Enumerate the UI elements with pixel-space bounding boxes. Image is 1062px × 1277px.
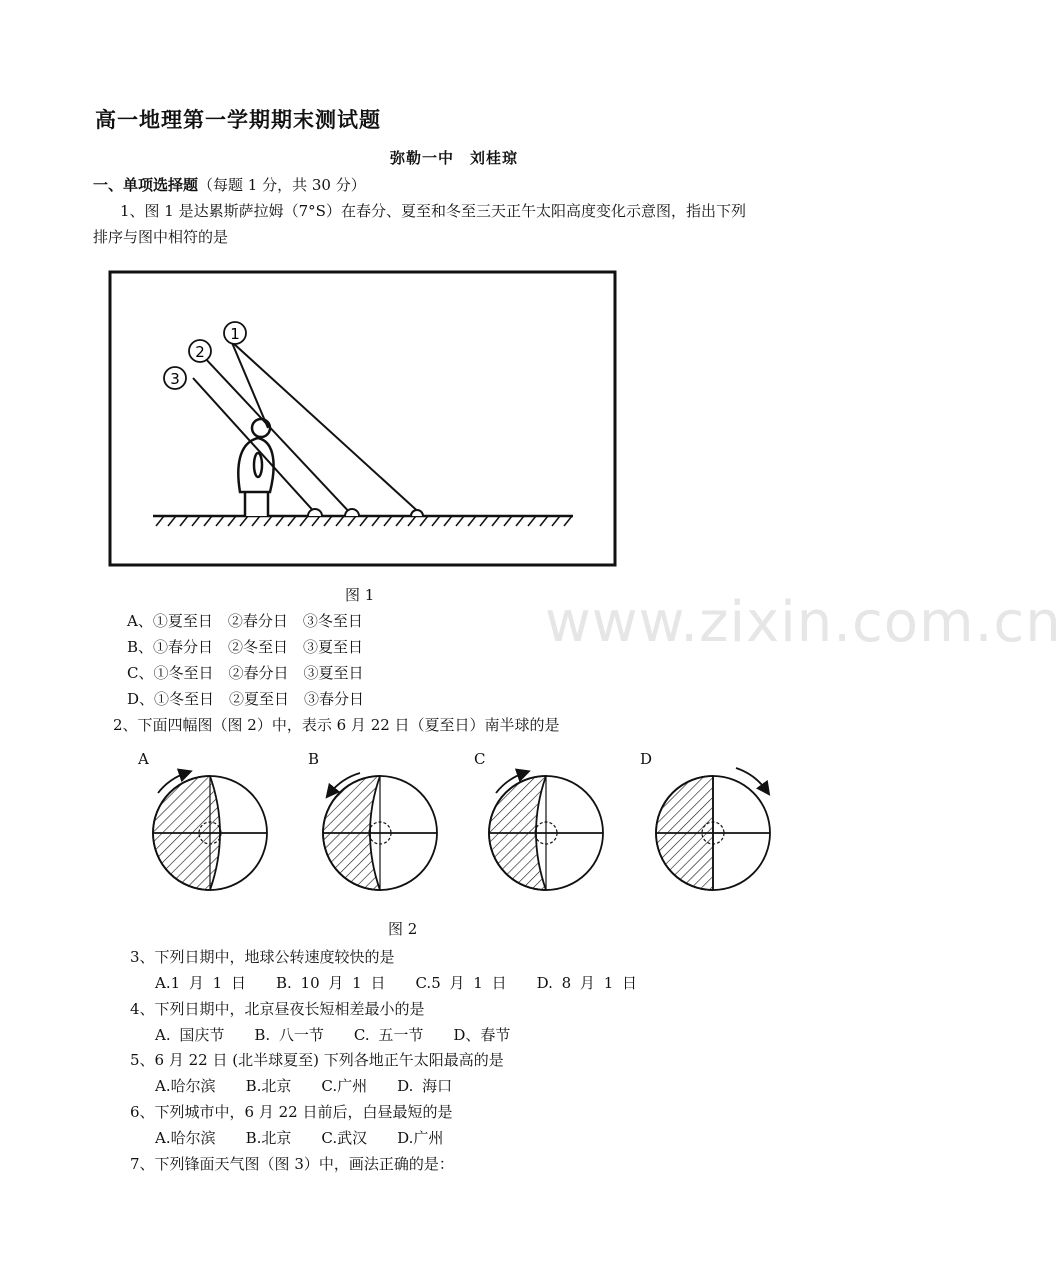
question-6: 6、下列城市中，6 月 22 日前后，白昼最短的是 [130,1103,453,1121]
section-heading [93,174,366,195]
q1-option-b: B、①春分日 ②冬至日 ③夏至日 [127,638,364,656]
section-note: （每题 1 分，共 30 分） [198,176,366,194]
question-4-options: A. 国庆节 B. 八一节 C. 五一节 D、春节 [155,1026,511,1044]
figure-2-globes [138,748,738,898]
question-6-options: A.哈尔滨 B.北京 C.武汉 D.广州 [155,1129,444,1147]
globe-d [656,768,770,890]
question-3-options: A.1 月 1 日 B. 10 月 1 日 C.5 月 1 日 D. 8 月 1 日 [155,974,638,992]
question-2: 2、下面四幅图（图 2）中，表示 6 月 22 日（夏至日）南半球的是 [113,716,560,734]
globe-label-a: A [138,750,149,768]
question-5-options: A.哈尔滨 B.北京 C.广州 D. 海口 [155,1077,453,1095]
question-5: 5、6 月 22 日 (北半球夏至) 下列各地正午太阳最高的是 [130,1051,504,1069]
globe-label-b: B [308,750,320,768]
q1-option-a: A、①夏至日 ②春分日 ③冬至日 [127,612,363,630]
question-4: 4、下列日期中，北京昼夜长短相差最小的是 [130,1000,425,1018]
author-line: 弥勒一中 刘桂琼 [390,149,519,167]
globe-b [323,773,437,890]
sun-ray-label-2: 2 [195,343,205,361]
page-title: 高一地理第一学期期末测试题 [95,107,381,132]
figure-2-caption: 图 2 [388,920,418,938]
section-title: 一、单项选择题 [93,176,199,194]
figure-1-sun-angle [108,268,618,568]
globe-c [489,773,603,890]
sun-ray-label-3: 3 [170,370,180,388]
globe-label-c: C [474,750,486,768]
globe-a [153,773,267,890]
question-1-line-1: 1、图 1 是达累斯萨拉姆（7°S）在春分、夏至和冬至三天正午太阳高度变化示意图，指出下列 [120,202,746,220]
question-7: 7、下列锋面天气图（图 3）中，画法正确的是： [130,1155,454,1173]
q1-option-d: D、①冬至日 ②夏至日 ③春分日 [127,690,365,708]
globe-label-d: D [640,750,653,768]
figure-1-caption: 图 1 [345,586,375,604]
sun-ray-label-1: 1 [230,325,240,343]
question-3: 3、下列日期中，地球公转速度较快的是 [130,948,395,966]
question-1-line-2: 排序与图中相符的是 [93,228,229,246]
watermark: www.zixin.com.cn [545,590,1062,655]
q1-option-c: C、①冬至日 ②春分日 ③夏至日 [127,664,364,682]
